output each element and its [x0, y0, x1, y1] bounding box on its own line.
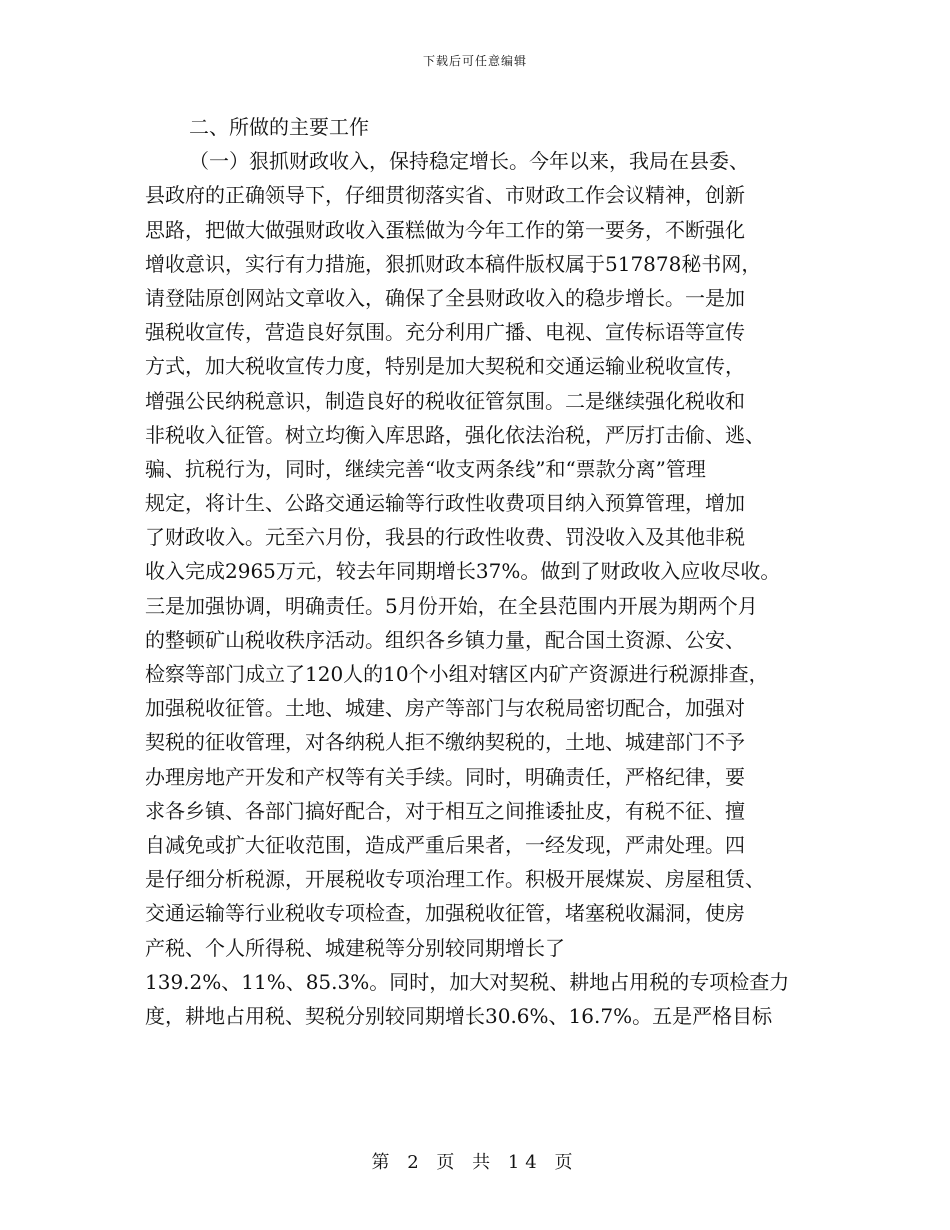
document-body: [145, 110, 805, 1033]
paragraph-line: 度，耕地占用税、契税分别较同期增长30.6%、16.7%。五是严格目标: [145, 1003, 773, 1028]
paragraph-line: 是仔细分析税源，开展税收专项治理工作。积极开展煤炭、房屋租赁、: [145, 867, 765, 892]
paragraph-line: 非税收入征管。树立均衡入库思路，强化依法治税，严厉打击偷、逃、: [145, 422, 765, 447]
paragraph-line: 办理房地产开发和产权等有关手续。同时，明确责任，严格纪律，要: [145, 764, 745, 789]
paragraph-line: 增强公民纳税意识，制造良好的税收征管氛围。二是继续强化税收和: [145, 388, 745, 413]
paragraph-line: 加强税收征管。土地、城建、房产等部门与农税局密切配合，加强对: [145, 696, 745, 721]
paragraph-line: 检察等部门成立了120人的10个小组对辖区内矿产资源进行税源排查，: [145, 662, 769, 686]
paragraph-line: 139.2%、11%、85.3%。同时，加大对契税、耕地占用税的专项检查力: [145, 969, 790, 994]
paragraph-line: 强税收宣传，营造良好氛围。充分利用广播、电视、宣传标语等宣传: [145, 320, 745, 345]
paragraph-line: 增收意识，实行有力措施，狠抓财政本稿件版权属于517878秘书网，: [145, 251, 762, 276]
paragraph-line: 县政府的正确领导下，仔细贯彻落实省、市财政工作会议精神，创新: [145, 183, 745, 208]
paragraph-line: 交通运输等行业税收专项检查，加强税收征管，堵塞税收漏洞，使房: [145, 901, 745, 926]
paragraph-line: 自减免或扩大征收范围，造成严重后果者，一经发现，严肃处理。四: [145, 832, 745, 857]
paragraph-line: 规定，将计生、公路交通运输等行政性收费项目纳入预算管理，增加: [145, 491, 745, 516]
page-header: 下载后可任意编辑: [422, 54, 527, 68]
paragraph-line: 请登陆原创网站文章收入，确保了全县财政收入的稳步增长。一是加: [145, 285, 745, 310]
paragraph-line: 求各乡镇、各部门搞好配合，对于相互之间推诿扯皮，有税不征、擅: [145, 798, 745, 823]
paragraph-line: 收入完成2965万元，较去年同期增长37%。做到了财政收入应收尽收。: [145, 559, 781, 584]
paragraph-line: 思路，把做大做强财政收入蛋糕做为今年工作的第一要务，不断强化: [145, 217, 745, 242]
paragraph-line: 三是加强协调，明确责任。5月份开始，在全县范围内开展为期两个月: [145, 593, 758, 618]
paragraph-line: 骗、抗税行为，同时，继续完善“收支两条线”和“票款分离”管理: [145, 456, 706, 481]
paragraph-line: 产税、个人所得税、城建税等分别较同期增长了: [145, 935, 565, 960]
section-heading: 二、所做的主要工作: [189, 115, 369, 139]
paragraph-line: 了财政收入。元至六月份，我县的行政性收费、罚没收入及其他非税: [145, 525, 745, 550]
paragraph-line: 方式，加大税收宣传力度，特别是加大契税和交通运输业税收宣传，: [145, 354, 745, 379]
page-number: 第 2 页 共 14 页: [371, 1152, 579, 1173]
paragraph-line: 的整顿矿山税收秩序活动。组织各乡镇力量，配合国土资源、公安、: [145, 627, 745, 652]
paragraph-line: 契税的征收管理，对各纳税人拒不缴纳契税的，土地、城建部门不予: [145, 730, 745, 755]
paragraph-line: （一）狠抓财政收入，保持稳定增长。今年以来，我局在县委、: [189, 149, 749, 174]
